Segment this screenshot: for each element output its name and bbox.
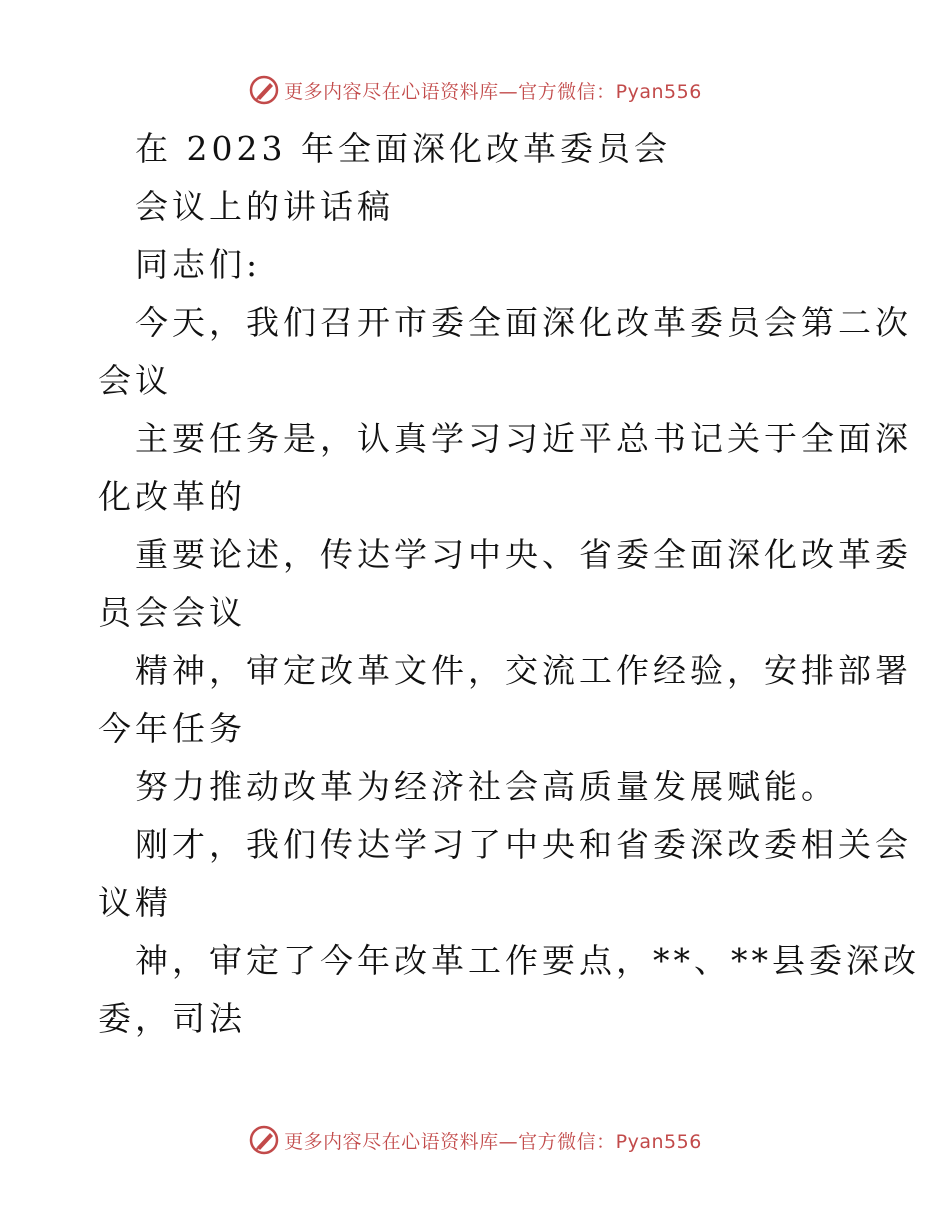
document-line: 同志们: (135, 245, 262, 284)
watermark-header (0, 70, 950, 110)
document-line: 议精 (98, 883, 172, 922)
document-line: 精神，审定改革文件，交流工作经验，安排部署 (135, 651, 912, 690)
document-line: 神，审定了今年改革工作要点，**、**县委深改 (135, 941, 920, 980)
watermark-footer (0, 1120, 950, 1160)
document-line: 会议上的讲话稿 (135, 187, 394, 226)
document-line: 重要论述，传达学习中央、省委全面深化改革委 (135, 535, 912, 574)
document-line: 今年任务 (98, 709, 246, 748)
document-line: 主要任务是，认真学习习近平总书记关于全面深 (135, 419, 912, 458)
watermark-text: 更多内容尽在心语资料库—官方微信：Pyan556 (284, 1130, 702, 1153)
pen-logo-icon (248, 74, 280, 106)
document-line: 会议 (98, 361, 172, 400)
document-line: 刚才，我们传达学习了中央和省委深改委相关会 (135, 825, 912, 864)
document-line: 员会会议 (98, 593, 246, 632)
document-line: 化改革的 (98, 477, 246, 516)
document-line: 委，司法 (98, 999, 246, 1038)
document-line: 在 2023 年全面深化改革委员会 (135, 129, 671, 168)
document-body (98, 120, 920, 1048)
document-line: 努力推动改革为经济社会高质量发展赋能。 (135, 767, 838, 806)
pen-logo-icon (248, 1124, 280, 1156)
watermark-text: 更多内容尽在心语资料库—官方微信：Pyan556 (284, 80, 702, 103)
document-line: 今天，我们召开市委全面深化改革委员会第二次 (135, 303, 912, 342)
